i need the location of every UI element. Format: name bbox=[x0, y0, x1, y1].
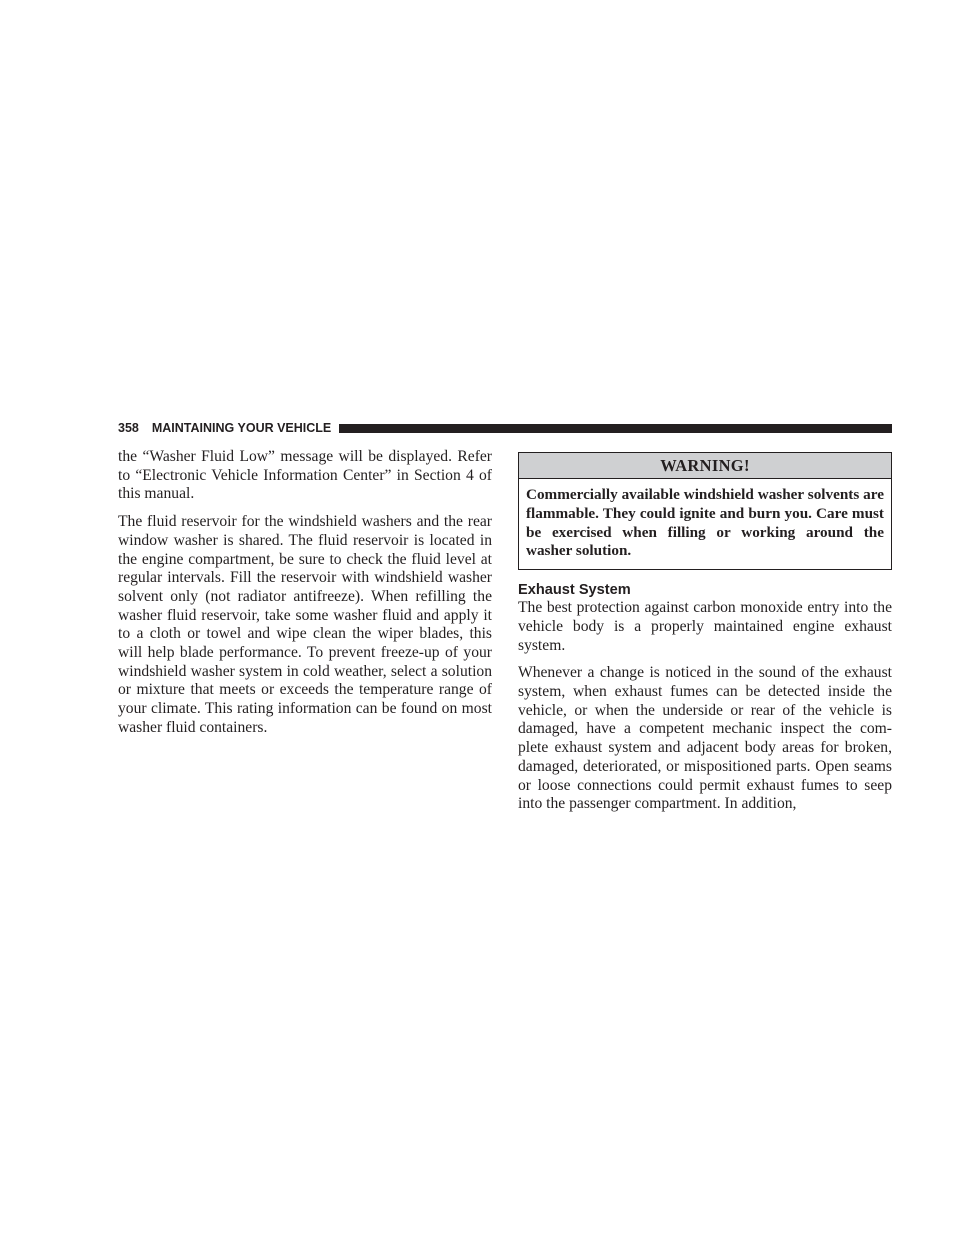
warning-body: Commercially available windshield washer solvents are flammable. They could ignite and burn you. Care must be exercised when filling or working around the washer solution. bbox=[526, 486, 884, 560]
left-column bbox=[118, 448, 492, 747]
exhaust-system-heading: Exhaust System bbox=[518, 582, 631, 599]
warning-title: WARNING! bbox=[519, 453, 891, 479]
paragraph: Whenever a change is noticed in the sound of the exhaust system, when exhaust fumes can be detected inside the vehicle, or when the underside or rear of the vehicle is damaged, have a competent mechanic inspect the com-plete exhaust system and adjacent body areas for broken, damaged, deteriorated, or mispositioned parts. Open seams or loose connections could permit exhaust fumes to seep into the passenger compartment. In addition, bbox=[518, 664, 892, 813]
paragraph: the “Washer Fluid Low” message will be displayed. Refer to “Electronic Vehicle Information Center” in Section 4 of this manual. bbox=[118, 448, 492, 503]
warning-box bbox=[518, 452, 892, 570]
paragraph: The best protection against carbon monoxide entry into the vehicle body is a properly maintained engine exhaust system. bbox=[518, 599, 892, 654]
right-column bbox=[518, 452, 892, 823]
section-title: MAINTAINING YOUR VEHICLE bbox=[151, 421, 332, 435]
page-number: 358 bbox=[118, 421, 139, 435]
page-header bbox=[118, 419, 892, 437]
header-rule bbox=[339, 424, 892, 433]
paragraph: The fluid reservoir for the windshield washers and the rear window washer is shared. The fluid reservoir is located in the engine compartment, be sure to check the fluid level at regular intervals. Fill the reservoir with windshield washer solvent only (not radiator antifreeze). When refilling the washer fluid reservoir, take some washer fluid and apply it to a cloth or towel and wipe clean the wiper blades, this will help blade performance. To prevent freeze-up of your windshield washer system in cold weather, select a solution or mixture that meets or exceeds the temperature range of your climate. This rating information can be found on most washer fluid containers. bbox=[118, 513, 492, 736]
